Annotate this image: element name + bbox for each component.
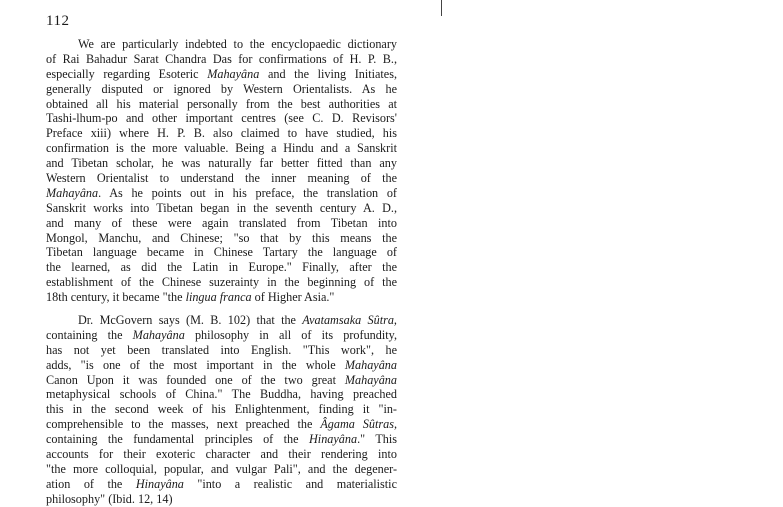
italic-term: Mahayâna <box>344 357 397 372</box>
italic-term: Mahayâna <box>132 327 185 342</box>
text-run: adds, "is one of the most important in the whole <box>46 357 345 372</box>
text-run: and Tibetan scholar, he was naturally far better fitted than any <box>46 156 397 171</box>
text-run: obtained all his material personally from the best authorities at <box>46 96 397 111</box>
text-run: of Rai Bahadur Sarat Chandra Das for confirmations of H. P. B., <box>46 51 397 66</box>
text-run: containing the fundamental principles of the <box>46 432 309 447</box>
text-line <box>46 492 397 507</box>
text-run: has not yet been translated into English. "This work", he <box>46 342 397 357</box>
text-line <box>46 328 397 343</box>
text-line <box>46 245 397 260</box>
text-run: Dr. McGovern says (M. B. 102) that the <box>78 313 303 328</box>
text-run: this in the second week of his Enlightenment, finding it "in- <box>46 402 397 417</box>
text-run: establishment of the Chinese suzerainty in the beginning of the <box>46 275 397 290</box>
text-line <box>46 447 397 462</box>
text-line <box>46 141 397 156</box>
text-run: "into a realistic and materialistic <box>183 476 397 491</box>
text-run: philosophy in all of its profundity, <box>184 327 397 342</box>
text-run: of Higher Asia." <box>251 290 335 305</box>
text-line <box>46 477 397 492</box>
italic-term: Mahayâna <box>207 66 260 81</box>
text-line <box>46 402 397 417</box>
paragraph <box>46 313 397 507</box>
text-run: "the more colloquial, popular, and vulgar Pali", and the degener- <box>46 461 397 476</box>
text-run: ." This <box>357 432 397 447</box>
text-line <box>46 111 397 126</box>
text-line <box>46 186 397 201</box>
text-line <box>46 67 397 82</box>
text-run: Canon Upon it was founded one of the two great <box>46 372 345 387</box>
text-line <box>46 216 397 231</box>
text-run: 18th century, it became "the <box>46 290 186 305</box>
text-run: generally disputed or ignored by Western Orientalists. As he <box>46 81 397 96</box>
italic-term: Hinayâna <box>135 476 184 491</box>
text-line <box>46 82 397 97</box>
text-run: Preface xiii) where H. P. B. also claimed to have studied, his <box>46 126 397 141</box>
text-run: philosophy" (Ibid. 12, 14) <box>46 491 173 506</box>
text-run: accounts for their exoteric character and their rendering into <box>46 447 397 462</box>
text-line <box>46 97 397 112</box>
text-run: metaphysical schools of China." The Buddha, having preached <box>46 387 397 402</box>
text-run: and many of these were again translated from Tibetan into <box>46 215 397 230</box>
text-line <box>46 432 397 447</box>
page-number: 112 <box>46 13 70 29</box>
text-run: the learned, as did the Latin in Europe." Finally, after the <box>46 260 397 275</box>
text-line <box>46 290 397 305</box>
italic-term: Hinayâna <box>309 432 358 447</box>
text-line <box>46 171 397 186</box>
text-line <box>46 313 397 328</box>
text-line <box>46 201 397 216</box>
text-line <box>46 260 397 275</box>
text-run: Mongol, Manchu, and Chinese; "so that by this means the <box>46 230 397 245</box>
italic-term: Mahayâna <box>344 372 397 387</box>
italic-term: lingua franca <box>185 290 252 305</box>
text-run: Tibetan language became in Chinese Tartary the language of <box>46 245 397 260</box>
text-line <box>46 343 397 358</box>
text-line <box>46 275 397 290</box>
text-line <box>46 231 397 246</box>
text-line <box>46 462 397 477</box>
text-line <box>46 126 397 141</box>
text-line <box>46 52 397 67</box>
text-run: Sanskrit works into Tibetan began in the seventh century A. D., <box>46 200 397 215</box>
margin-mark <box>441 0 442 16</box>
text-run: We are particularly indebted to the encyclopaedic dictionary <box>78 37 397 51</box>
text-run: containing the <box>46 327 133 342</box>
text-run: Tashi-lhum-po and other important centres (see C. D. Revisors' <box>46 111 397 126</box>
text-run: confirmation is the more valuable. Being a Hindu and a Sanskrit <box>46 141 397 156</box>
text-run: especially regarding Esoteric <box>46 66 208 81</box>
italic-term: Âgama Sûtras, <box>320 417 398 432</box>
paragraph <box>46 37 397 305</box>
text-run: Western Orientalist to understand the inner meaning of the <box>46 171 397 186</box>
text-line <box>46 358 397 373</box>
text-line <box>46 373 397 388</box>
text-run: ation of the <box>46 476 136 491</box>
italic-term: Avatamsaka Sûtra, <box>302 313 397 328</box>
text-line <box>46 417 397 432</box>
text-line <box>46 387 397 402</box>
text-run: . As he points out in his preface, the translation of <box>98 185 397 200</box>
paragraph-gap <box>46 305 397 313</box>
text-run: comprehensible to the masses, next preached the <box>46 417 321 432</box>
text-line <box>46 156 397 171</box>
italic-term: Mahayâna <box>46 185 99 200</box>
text-line <box>46 37 397 52</box>
text-run: and the living Initiates, <box>259 66 398 81</box>
body-text <box>46 37 397 507</box>
